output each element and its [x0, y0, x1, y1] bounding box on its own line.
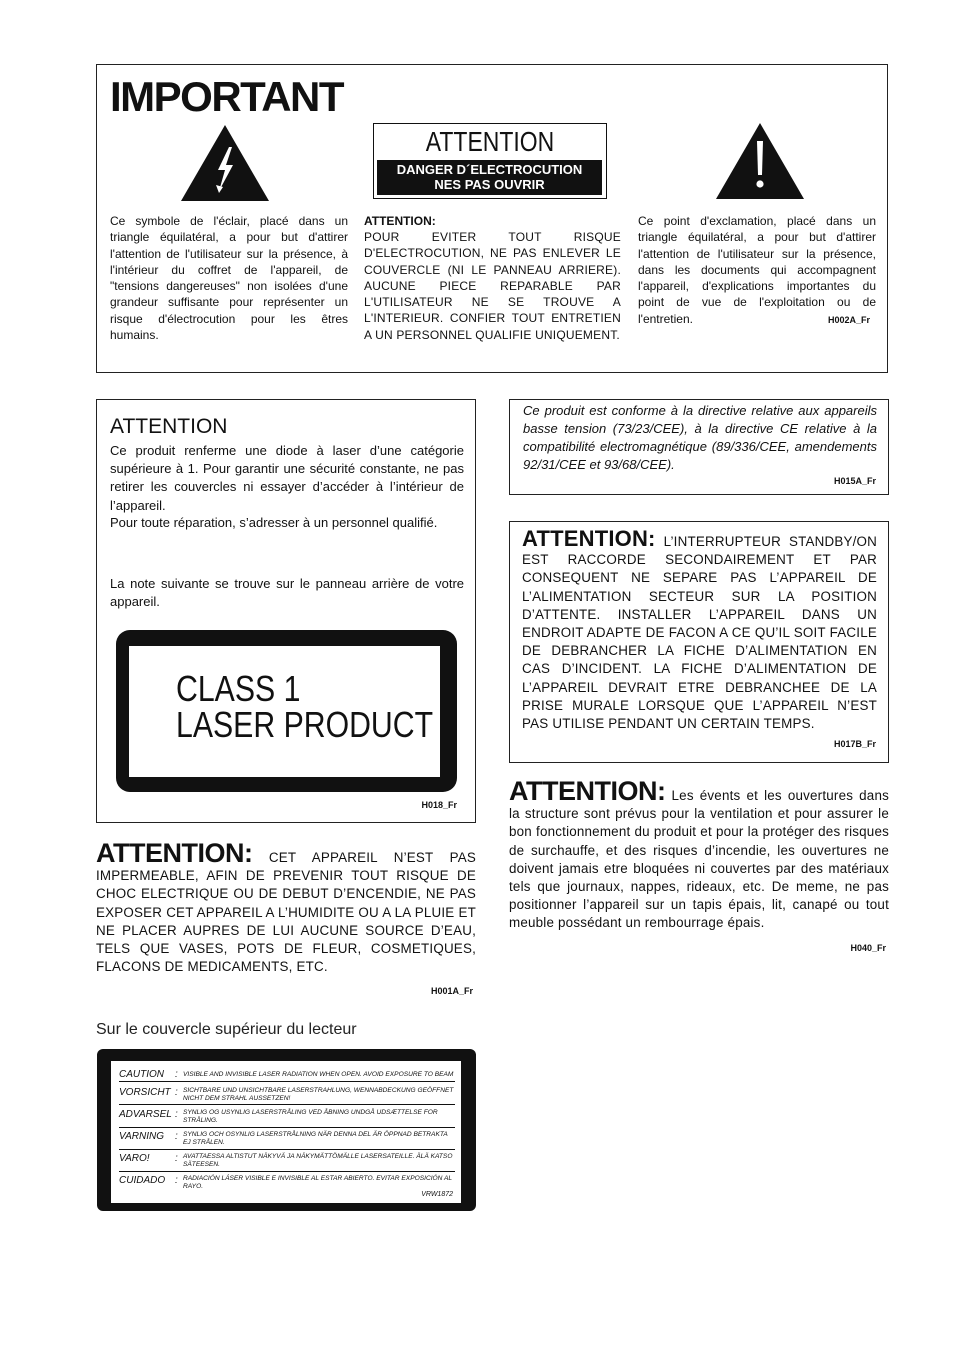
lightning-warning-icon — [181, 125, 269, 201]
warning-row-label: CAUTION — [119, 1069, 164, 1080]
vents-attention — [509, 776, 889, 933]
h002a-code: H002A_Fr — [827, 315, 870, 325]
important-box — [96, 64, 888, 373]
warning-row — [119, 1085, 455, 1105]
warning-row-colon: : — [175, 1131, 178, 1142]
laser-para-3: La note suivante se trouve sur le panneau arrière de votre appareil. — [110, 576, 464, 610]
class1-line: CLASS 1 — [176, 668, 301, 709]
warning-row — [119, 1129, 455, 1150]
warning-row — [119, 1151, 455, 1172]
laser-product-line: LASER PRODUCT — [176, 704, 434, 745]
part-code: VRW1872 — [421, 1191, 453, 1198]
exclamation-explanation: Ce point d'exclamation, placé dans un triangle équilatéral, a pour but d'attirer l'attention de l'utilisateur sur la présence, dans les documents qui accompagnent l'appareil, d'explications importantes du point de vue de l'exploitation ou de l'entretien. — [638, 214, 876, 326]
warning-row-colon: : — [175, 1153, 178, 1164]
class1-laser-label — [116, 630, 457, 792]
warning-row-text: RADIACIÓN LÁSER VISIBLE E INVISIBLE AL ESTAR ABIERTO. EVITAR EXPOSICIÓN AL RAYO. — [183, 1175, 452, 1190]
warning-row-label: VARO! — [119, 1153, 150, 1164]
warning-row — [119, 1067, 455, 1082]
h017b-code: H017B_Fr — [833, 739, 876, 749]
humidity-heading: ATTENTION: — [96, 838, 253, 868]
vents-text: Les évents et les ouvertures dans la structure sont prévus pour la ventilation et pour assurer le bon fonctionnement du produit et pour la protéger des risques de surchauffe, et des risques d’incendie, les ouvertures ne doivent jamais etre bloquées ni couvertes par des matériaux tels que journaux, nappes, rideaux, etc. De meme, ne pas positionner l’appareil sur un tapis épais, lit, canapé ou tout meuble possédant un rembourrage épais. — [509, 788, 889, 931]
warning-row-colon: : — [175, 1087, 178, 1098]
danger-label-band — [377, 160, 602, 195]
danger-label-line1: DANGER D´ELECTROCUTION — [396, 162, 583, 177]
important-heading: IMPORTANT — [110, 73, 344, 120]
standby-attention-box — [509, 521, 889, 763]
cover-warning-label-inner — [111, 1061, 461, 1203]
cover-caption: Sur le couvercle supérieur du lecteur — [96, 1021, 357, 1038]
cover-warning-label — [97, 1049, 476, 1211]
conformity-text: Ce produit est conforme à la directive relative aux appareils basse tension (73/23/CEE), à la directive CE relative à la compatibilité electromagnétique (89/336/CEE, amendements 92/31/CEE et 93/68/CEE). — [523, 403, 877, 472]
h040-code: H040_Fr — [850, 943, 886, 953]
class1-laser-label-inner — [129, 646, 440, 777]
warning-row-colon: : — [175, 1069, 178, 1080]
danger-label — [373, 123, 607, 199]
warning-row-colon: : — [175, 1109, 178, 1120]
standby-heading: ATTENTION: — [522, 526, 656, 551]
h018-code: H018_Fr — [421, 800, 457, 810]
warning-row-label: VORSICHT — [119, 1087, 171, 1098]
warning-row-label: ADVARSEL — [119, 1109, 172, 1120]
center-attention-text: POUR EVITER TOUT RISQUE D'ELECTROCUTION, NE PAS ENLEVER LE COUVERCLE (NI LE PANNEAU ARRIERE). AUCUNE PIECE REPARABLE PAR L'UTILISATEUR NE SE TROUVE A L'INTERIEUR. CONFIER TOUT ENTRETIEN A UN PERSONNEL QUALIFIE UNIQUEMENT. — [364, 230, 621, 342]
vents-heading: ATTENTION: — [509, 776, 666, 806]
standby-attention — [522, 526, 878, 733]
humidity-text: CET APPAREIL N’EST PAS IMPERMEABLE, AFIN DE PREVENIR TOUT RISQUE DE CHOC ELECTRIQUE OU DE DEBUT D’ENCENDIE, NE PAS EXPOSER CET APPAREIL A L’HUMIDITE OU A LA PLUIE ET NE PLACER AUPRES DE LUI AUCUNE SOURCE D’EAU, TELS QUE VASES, POTS DE FLEUR, COSMETIQUES, FLACONS DE MEDICAMENTS, ETC. — [96, 850, 476, 975]
laser-attention-box — [96, 399, 476, 823]
laser-para-2: Pour toute réparation, s’adresser à un personnel qualifié. — [110, 515, 438, 530]
lightning-explanation: Ce symbole de l'éclair, placé dans un triangle équilatéral, a pour but d'attirer l'attention de l'utilisateur sur la présence, à l'intérieur du coffret de l'appareil, de "tensions dangereuses" non isolées d'une grandeur suffisante pour représenter un risque d'électrocution pour les êtres humains. — [110, 214, 348, 343]
warning-row-text: SYNLIG OG USYNLIG LASERSTRÅLING VED ÅBNING UNDGÅ UDSÆTTELSE FOR STRÅLING. — [183, 1109, 438, 1124]
warning-row-text: SYNLIG OCH OSYNLIG LASERSTRÅLNING NÄR DENNA DEL ÄR ÖPPNAD BETRAKTA EJ STRÅLEN. — [183, 1131, 448, 1146]
warning-row-text: SICHTBARE UND UNSICHTBARE LASERSTRAHLUNG, WENNABDECKUNG GEÖFFNET NICHT DEM STRAHL AUSSETZEN! — [183, 1087, 454, 1102]
warning-row-label: CUIDADO — [119, 1175, 166, 1186]
standby-text: L’INTERRUPTEUR STANDBY/ON EST RACCORDE SECONDAIREMENT ET PAR CONSEQUENT NE SEPARE PAS L’APPAREIL DE L’ALIMENTATION SECTEUR SUR LA POSITION D’ATTENTE. INSTALLER L’APPAREIL DANS UN ENDROIT ADAPTE DE FACON A CE QU’IL SOIT FACILE DE DEBRANCHER LA FICHE D’ALIMENTATION EN CAS D’INCIDENT. LA FICHE D’ALIMENTATION DE L’APPAREIL DEVRAIT ETRE DEBRANCHEE DE LA PRISE MURALE LORSQUE QUE L’APPAREIL N’EST PAS UTILISE PENDANT UN CERTAIN TEMPS. — [522, 534, 878, 732]
center-attention-heading: ATTENTION: — [364, 214, 436, 228]
warning-row-label: VARNING — [119, 1131, 165, 1142]
laser-para-1: Ce produit renferme une diode à laser d’une catégorie supérieure à 1. Pour garantir une sécurité constante, ne pas retirer les couvercles ni essayer d’accéder à l’intérieur de l’appareil. — [110, 443, 464, 513]
h015a-code: H015A_Fr — [833, 476, 876, 486]
danger-label-line2: NES PAS OUVRIR — [434, 177, 545, 192]
humidity-attention — [96, 838, 476, 976]
warning-row — [119, 1173, 455, 1193]
conformity-box — [509, 399, 889, 495]
laser-heading: ATTENTION — [110, 415, 228, 438]
h001a-code: H001A_Fr — [430, 986, 473, 996]
warning-row-text: VISIBLE AND INVISIBLE LASER RADIATION WHEN OPEN. AVOID EXPOSURE TO BEAM — [183, 1071, 454, 1078]
warning-row-colon: : — [175, 1175, 178, 1186]
warning-row — [119, 1107, 455, 1128]
danger-label-title: ATTENTION — [425, 126, 555, 157]
warning-row-text: AVATTAESSA ALTISTUT NÄKYVÄ JA NÄKYMÄTTÖMÄLLE LASERSATEILLE. ÄLÄ KATSO SÄTEESEN. — [183, 1153, 453, 1168]
exclamation-warning-icon — [716, 123, 804, 199]
